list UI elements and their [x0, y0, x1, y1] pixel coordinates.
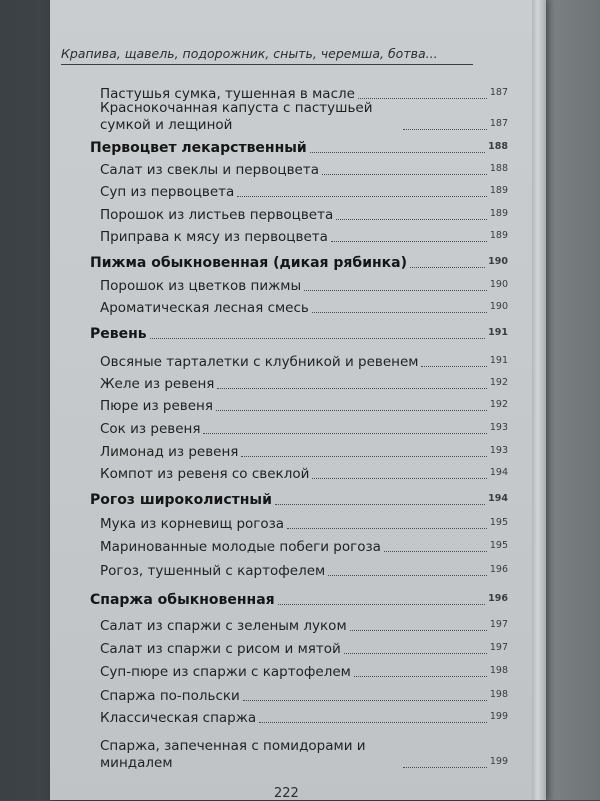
dot-leader — [328, 575, 487, 576]
toc-entry-title: Рогоз, тушенный с картофелем — [100, 563, 326, 579]
dot-leader — [421, 366, 486, 367]
toc-page-number: 190 — [489, 279, 508, 290]
toc-entry-title: Порошок из листьев первоцвета — [100, 207, 334, 223]
toc-entry-title: Краснокочанная капуста с пастушьей сумкой и лещиной — [100, 100, 373, 133]
toc-entry-row — [100, 466, 508, 483]
dot-leader — [312, 312, 487, 313]
toc-page-number: 197 — [489, 619, 508, 630]
dot-leader — [304, 290, 487, 291]
toc-entry-row — [100, 376, 508, 393]
toc-page-number: 194 — [489, 467, 508, 478]
toc-section-row — [90, 140, 508, 157]
toc-page-number: 196 — [488, 593, 508, 604]
dot-leader — [312, 478, 486, 479]
dot-leader — [237, 196, 487, 197]
toc-entry-title: Мука из корневищ рогоза — [100, 516, 285, 532]
dot-leader — [344, 653, 487, 654]
toc-page-number: 195 — [489, 540, 508, 551]
toc-entry-title: Желе из ревеня — [100, 376, 215, 392]
toc-page-number: 198 — [489, 689, 508, 700]
toc-entry-row — [100, 162, 508, 179]
dot-leader — [310, 152, 485, 153]
toc-section-row — [90, 592, 508, 609]
toc-page-number: 199 — [489, 711, 508, 722]
toc-entry-row — [100, 100, 508, 134]
dot-leader — [275, 504, 485, 505]
toc-entry-title: Ароматическая лесная смесь — [100, 300, 309, 316]
toc-entry-title: Пюре из ревеня — [100, 398, 214, 414]
toc-entry-row — [100, 278, 508, 295]
toc-page-number: 197 — [489, 642, 508, 653]
toc-page-number: 189 — [489, 230, 508, 241]
toc-section-title: Спаржа обыкновенная — [90, 592, 275, 608]
toc-entry-row — [100, 641, 508, 658]
toc-entry-row — [100, 710, 508, 727]
running-header: Крапива, щавель, подорожник, сныть, черемша, ботва... — [61, 46, 473, 65]
toc-page-number: 192 — [489, 399, 508, 410]
toc-page-number: 191 — [489, 355, 508, 366]
toc-page-number: 188 — [488, 141, 508, 152]
toc-entry-row — [100, 539, 508, 556]
toc-page-number: 190 — [488, 256, 508, 267]
dot-leader — [216, 410, 487, 411]
toc-section-title: Первоцвет лекарственный — [90, 140, 307, 156]
toc-section-row — [90, 255, 508, 272]
toc-page-number: 195 — [489, 517, 508, 528]
toc-entry-title: Спаржа, запеченная с помидорами и миндалем — [100, 738, 366, 771]
toc-entry-title: Классическая спаржа — [100, 710, 257, 726]
toc-entry-title: Суп из первоцвета — [100, 184, 235, 200]
toc-entry-row — [100, 229, 508, 246]
dot-leader — [150, 338, 486, 339]
toc-entry-title: Сок из ревеня — [100, 421, 201, 437]
toc-page-number: 191 — [488, 327, 508, 338]
dot-leader — [358, 98, 487, 99]
dot-leader — [217, 388, 486, 389]
toc-section-row — [90, 492, 508, 509]
toc-page-number: 190 — [489, 301, 508, 312]
toc-entry-title: Компот из ревеня со свеклой — [100, 466, 310, 482]
dot-leader — [384, 551, 487, 552]
toc-entry-title: Порошок из цветков пижмы — [100, 278, 302, 294]
toc-section-title: Пижма обыкновенная (дикая рябинка) — [90, 255, 408, 271]
toc-entry-row — [100, 688, 508, 705]
dot-leader — [287, 528, 487, 529]
toc-entry-title: Приправа к мясу из первоцвета — [100, 229, 328, 245]
toc-entry-row — [100, 516, 508, 533]
dot-leader — [278, 604, 486, 605]
toc-page-number: 196 — [489, 564, 508, 575]
toc-page-number: 194 — [488, 493, 508, 504]
toc-entry-title: Салат из свеклы и первоцвета — [100, 162, 319, 178]
dot-leader — [243, 700, 487, 701]
dot-leader — [336, 219, 487, 220]
dot-leader — [403, 129, 487, 130]
toc-entry-row — [100, 398, 508, 415]
toc-entry-title: Салат из спаржи с зеленым луком — [100, 618, 347, 634]
toc-entry-title: Лимонад из ревеня — [100, 444, 239, 460]
toc-entry-title: Пастушья сумка, тушенная в масле — [100, 86, 355, 102]
toc-entry-row — [100, 300, 508, 317]
toc-section-row — [90, 326, 508, 343]
toc-page-number: 189 — [489, 185, 508, 196]
toc-section-title: Ревень — [90, 326, 147, 342]
toc-page-number: 187 — [489, 118, 508, 129]
toc-entry-row — [100, 563, 508, 580]
page-number: 222 — [274, 786, 299, 801]
dot-leader — [322, 174, 487, 175]
dot-leader — [241, 456, 486, 457]
toc-entry-row — [100, 738, 508, 772]
toc-page-number: 189 — [489, 208, 508, 219]
dot-leader — [203, 433, 486, 434]
toc-entry-title: Овсяные тарталетки с клубникой и ревенем — [100, 354, 419, 370]
table-of-contents — [50, 0, 546, 800]
dot-leader — [354, 676, 487, 677]
toc-entry-title: Маринованные молодые побеги рогоза — [100, 539, 381, 555]
toc-entry-row — [100, 207, 508, 224]
dot-leader — [410, 267, 485, 268]
toc-page-number: 198 — [489, 665, 508, 676]
dot-leader — [350, 630, 487, 631]
toc-page-number: 187 — [489, 87, 508, 98]
toc-entry-title: Салат из спаржи с рисом и мятой — [100, 641, 341, 657]
toc-page-number: 188 — [489, 163, 508, 174]
toc-entry-row — [100, 618, 508, 635]
toc-page-number: 193 — [489, 422, 508, 433]
toc-section-title: Рогоз широколистный — [90, 492, 272, 508]
dot-leader — [331, 241, 487, 242]
toc-entry-row — [100, 444, 508, 461]
toc-entry-row — [100, 421, 508, 438]
toc-entry-title: Спаржа по-польски — [100, 688, 240, 704]
dot-leader — [259, 722, 487, 723]
toc-entry-row — [100, 664, 508, 681]
book-page — [50, 0, 546, 800]
toc-entry-row — [100, 184, 508, 201]
toc-entry-row — [100, 354, 508, 371]
toc-entry-title: Суп-пюре из спаржи с картофелем — [100, 664, 351, 680]
toc-page-number: 192 — [489, 377, 508, 388]
dot-leader — [403, 767, 487, 768]
toc-page-number: 193 — [489, 445, 508, 456]
toc-page-number: 199 — [489, 756, 508, 767]
